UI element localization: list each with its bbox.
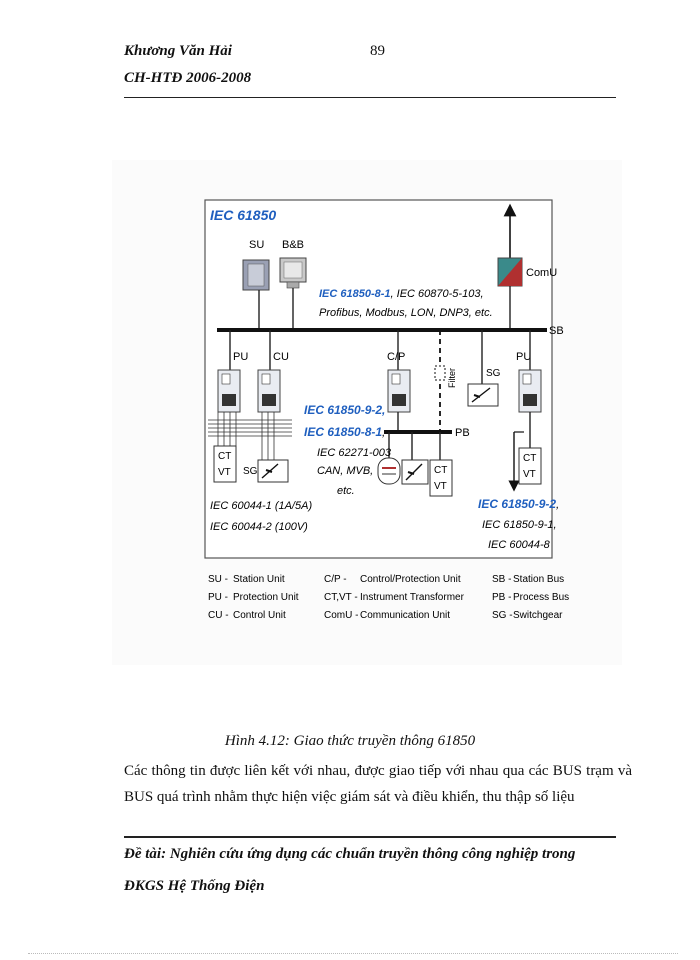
diagram-title: IEC 61850 [210, 207, 277, 223]
protection-unit-right-icon [519, 370, 541, 412]
station-unit-icon [243, 260, 269, 290]
body-paragraph: Các thông tin được liên kết với nhau, được giao tiếp với nhau qua các BUS trạm và BUS quá trình nhằm thực hiện việc giám sát và điều khiển, thu thập số liệu [124, 763, 632, 805]
program-code: CH-HTĐ 2006-2008 [124, 70, 252, 86]
legend-abbr: PU - [208, 592, 228, 603]
sg-right-label: SG [486, 368, 501, 379]
legend-abbr: SB - [492, 574, 512, 585]
legend-abbr: SG - [492, 610, 513, 621]
iec61850-8-1-process-highlight: IEC 61850-8-1 [304, 425, 383, 439]
ct-process-label: CT [434, 465, 448, 476]
vt-process-label: VT [434, 481, 447, 492]
pu-right-label: PU [516, 351, 532, 363]
communication-unit-icon [498, 258, 522, 286]
topic-line-2: ĐKGS Hệ Thống Điện [124, 878, 265, 894]
station-bus-protocols [319, 288, 484, 300]
cu-label: CU [273, 351, 289, 363]
vt-right-label: VT [523, 469, 536, 480]
cp-label: C/P [387, 351, 406, 363]
legend-text: Switchgear [513, 610, 563, 621]
filter-icon [435, 366, 445, 380]
iec60044-1-text: IEC 60044-1 (1A/5A) [210, 500, 313, 512]
author-name: Khương Văn Hải [124, 43, 232, 59]
legend-abbr: C/P - [324, 574, 347, 585]
legend-text: Process Bus [513, 592, 570, 603]
header-rule [124, 97, 616, 98]
legend-abbr: SU - [208, 574, 228, 585]
switchgear-process-icon [402, 460, 428, 484]
thesis-topic [124, 838, 634, 902]
right-comma: , [556, 497, 560, 511]
switchgear-right-icon [468, 384, 498, 406]
pb-label: PB [455, 427, 470, 439]
ct-left-label: CT [218, 451, 232, 462]
station-bus-protocols-line2: Profibus, Modbus, LON, DNP3, etc. [319, 307, 493, 319]
control-protection-unit-icon [388, 370, 410, 412]
filter-label: Filter [447, 368, 457, 388]
iec60870-text: , IEC 60870-5-103, [390, 288, 484, 300]
legend-text: Control Unit [233, 610, 286, 621]
legend-abbr: ComU - [324, 610, 359, 621]
page-number: 89 [370, 43, 385, 59]
right-standards-line1 [478, 497, 559, 511]
legend-abbr: CU - [208, 610, 229, 621]
process-protocol-line2 [304, 425, 385, 439]
figure-caption: Hình 4.12: Giao thức truyền thông 61850 [224, 733, 476, 749]
iec61850-9-1-text: IEC 61850-9-1, [482, 519, 557, 531]
legend-text: Control/Protection Unit [360, 574, 461, 585]
iec61850-diagram [112, 160, 622, 665]
iec60044-2-text: IEC 60044-2 (100V) [210, 521, 308, 533]
legend-text: Communication Unit [360, 610, 451, 621]
topic-line-1: Đề tài: Nghiên cứu ứng dụng các chuẩn truyền thông công nghiệp trong [124, 846, 576, 862]
legend [208, 574, 569, 621]
etc-text: etc. [337, 485, 355, 497]
iec61850-9-2-highlight: IEC 61850-9-2, [304, 403, 386, 417]
can-mvb-text: CAN, MVB, [317, 465, 374, 477]
sb-label: SB [549, 325, 564, 337]
legend-text: Station Unit [233, 574, 285, 585]
switchgear-left-icon [258, 460, 288, 482]
iec61850-9-2-right-highlight: IEC 61850-9-2 [478, 497, 557, 511]
iec62271-text: IEC 62271-003 [317, 447, 391, 459]
legend-text: Instrument Transformer [360, 592, 464, 603]
page-bottom-border [28, 953, 678, 954]
bb-label: B&B [282, 239, 305, 251]
ct-right-label: CT [523, 453, 537, 464]
process-comma: , [382, 425, 386, 439]
pu-left-label: PU [233, 351, 249, 363]
legend-text: Protection Unit [233, 592, 299, 603]
legend-abbr: PB - [492, 592, 512, 603]
control-unit-icon [258, 370, 280, 412]
meter-icon [378, 458, 400, 484]
vt-left-label: VT [218, 467, 231, 478]
sg-left-label: SG [243, 466, 258, 477]
legend-abbr: CT,VT - [324, 592, 358, 603]
iec60044-8-text: IEC 60044-8 [488, 539, 550, 551]
iec61850-8-1-highlight: IEC 61850-8-1 [319, 288, 391, 300]
comu-label: ComU [526, 267, 558, 279]
protection-unit-left-icon [218, 370, 240, 412]
su-label: SU [249, 239, 265, 251]
legend-text: Station Bus [513, 574, 565, 585]
